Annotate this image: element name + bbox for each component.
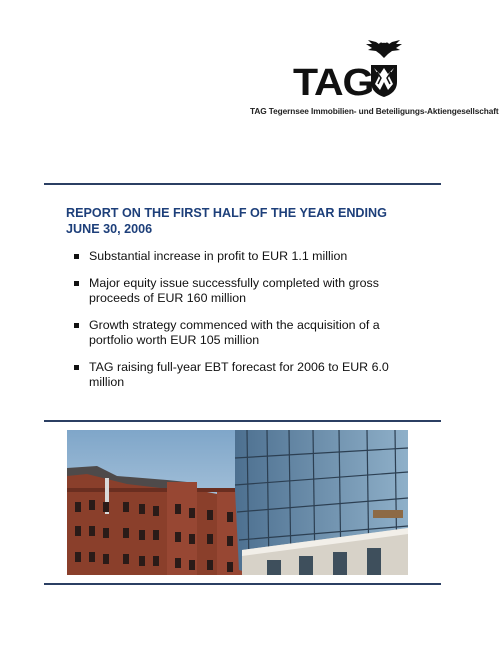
building-photo — [67, 430, 408, 575]
company-logo — [248, 40, 499, 120]
logo-wordmark: TAG — [293, 62, 374, 104]
list-item — [74, 318, 414, 348]
list-item — [74, 249, 414, 264]
divider-middle — [44, 420, 441, 422]
highlights-list — [74, 249, 414, 402]
highlight-text: Substantial increase in profit to EUR 1.1 million — [89, 249, 348, 263]
report-title: REPORT ON THE FIRST HALF OF THE YEAR ENDING JUNE 30, 2006 — [66, 206, 387, 236]
list-item — [74, 276, 414, 306]
divider-top — [44, 183, 441, 185]
bullet-icon — [74, 323, 79, 328]
highlight-text: Growth strategy commenced with the acquisition of a portfolio worth EUR 105 million — [89, 318, 380, 347]
highlight-text: Major equity issue successfully completed with gross proceeds of EUR 160 million — [89, 276, 379, 305]
building-illustration — [67, 430, 408, 575]
bullet-icon — [74, 365, 79, 370]
divider-bottom — [44, 583, 441, 585]
bullet-icon — [74, 281, 79, 286]
company-name: TAG Tegernsee Immobilien- und Beteiligungs-Aktiengesellschaft — [250, 106, 499, 116]
highlight-text: TAG raising full-year EBT forecast for 2006 to EUR 6.0 million — [89, 360, 389, 389]
bullet-icon — [74, 254, 79, 259]
shield-crest-icon — [370, 64, 398, 98]
eagle-icon — [364, 40, 404, 62]
list-item — [74, 360, 414, 390]
